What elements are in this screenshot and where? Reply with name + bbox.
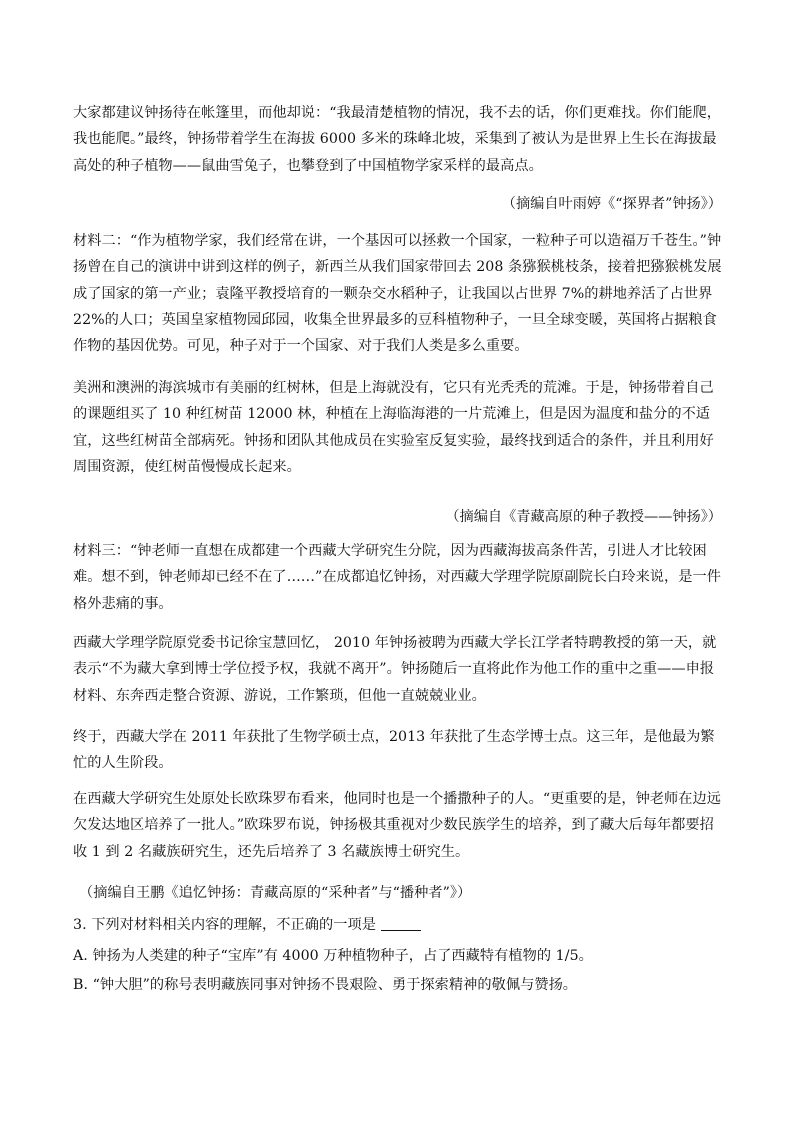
paragraph-xu-baohui: 西藏大学理学院原党委书记徐宝慧回忆， 2010 年钟扬被聘为西藏大学长江学者特聘教授的第一天，就表示“不为藏大拿到博士学位授予权，我就不离开”。钟扬随后一直将此作为他工作的重中之重——申报材料、东奔西走整合资源、游说，工作繁琐，但他一直兢兢业业。: [73, 635, 717, 704]
paragraph-material-two: 材料二：“作为植物学家，我们经常在讲，一个基因可以拯救一个国家，一粒种子可以造福万千苍生。”钟扬曾在自己的演讲中讲到这样的例子，新西兰从我们国家带回去 208 条猕猴桃枝条，接着把猕猴桃发展成了国家的第一产业；袁隆平教授培育的一颗杂交水稻种子，让我国以占世界 7%的耕地养活了占世界 22%的人口；英国皇家植物园邱园，收集全世界最多的豆科植物种子，一旦全球变暖，英国将占据粮食作物的基因优势。可见，种子对于一个国家、对于我们人类是多么重要。: [73, 233, 722, 355]
paragraph-ouzhu-luobu: 在西藏大学研究生处原处长欧珠罗布看来，他同时也是一个播撒种子的人。“更重要的是，钟老师在边远欠发达地区培养了一批人。”欧珠罗布说，钟扬极其重视对少数民族学生的培养，到了藏大后每年都要招收 1 到 2 名藏族研究生，还先后培养了 3 名藏族博士研究生。: [73, 791, 721, 860]
paragraph-mangrove: 美洲和澳洲的海滨城市有美丽的红树林，但是上海就没有，它只有光秃秃的荒滩。于是，钟扬带着自己的课题组买了 10 种红树苗 12000 林，种植在上海临海港的一片荒滩上，但是因为温度和盐分的不适宜，这些红树苗全部病死。钟扬和团队其他成员在实验室反复实验，最终找到适合的条件，并且利用好周围资源，使红树苗慢慢成长起来。: [73, 380, 714, 475]
paragraph-material-three: 材料三：“钟老师一直想在成都建一个西藏大学研究生分院，因为西藏海拔高条件苦，引进人才比较困难。想不到，钟老师却已经不在了……”在成都追忆钟扬，对西藏大学理学院原副院长白玲来说，是一件格外悲痛的事。: [73, 543, 721, 612]
question-stem: [73, 912, 723, 938]
source-citation-two: （摘编自《青藏高原的种子教授——钟扬》）: [445, 509, 722, 525]
source-citation-three: （摘编自王鹏《追忆钟扬：青藏高原的“采种者”与“播种者”》）: [79, 885, 472, 901]
option-b: B. “钟大胆”的称号表明藏族同事对钟扬不畏艰险、勇于探索精神的敬佩与赞扬。: [73, 977, 578, 993]
question-stem-text: 3. 下列对材料相关内容的理解，不正确的一项是: [73, 917, 376, 933]
paragraph-material-one-ending: 大家都建议钟扬待在帐篷里，而他却说：“我最清楚植物的情况，我不去的话，你们更难找。你们能爬，我也能爬。”最终，钟扬带着学生在海拔 6000 多米的珠峰北坡，采集到了被认为是世界上生长在海拔最高处的种子植物——鼠曲雪兔子，也攀登到了中国植物学家采样的最高点。: [73, 105, 721, 174]
paragraph-degree-approval: 终于，西藏大学在 2011 年获批了生物学硕士点，2013 年获批了生态学博士点。这三年，是他最为繁忙的人生阶段。: [73, 729, 715, 772]
source-citation-one: （摘编自叶雨婷《“探界者”钟扬》）: [501, 196, 722, 212]
option-a: A. 钟扬为人类建的种子“宝库”有 4000 万种植物种子，占了西藏特有植物的 1/5。: [73, 948, 593, 964]
answer-blank[interactable]: [381, 916, 421, 931]
